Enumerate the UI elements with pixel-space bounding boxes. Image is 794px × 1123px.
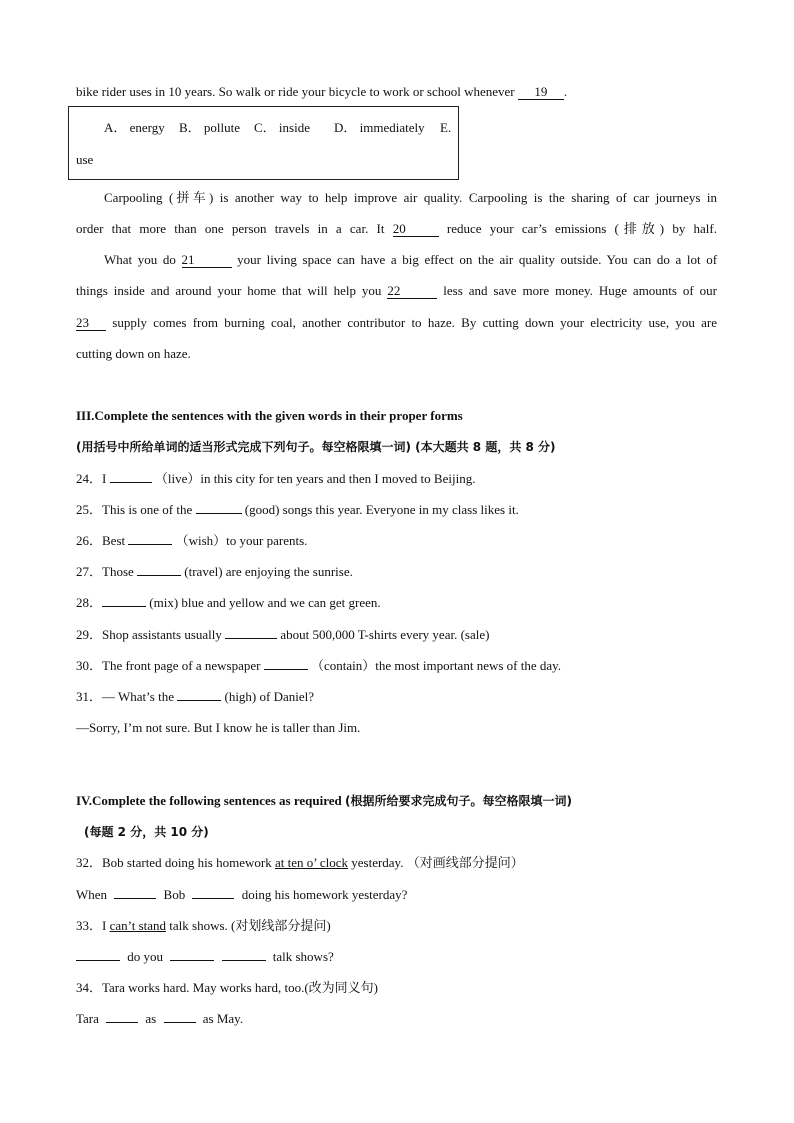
word-options-box bbox=[68, 106, 459, 180]
answer-blank-30[interactable] bbox=[264, 669, 308, 670]
answer-blank-33b[interactable] bbox=[170, 960, 214, 961]
section-4-title-cn: (根据所给要求完成句子。每空格限填一词) bbox=[345, 794, 573, 808]
question-32: 32．Bob started doing his homework at ten o’ clock yesterday. （对画线部分提问） bbox=[76, 855, 524, 870]
question-32-answer: When Bob doing his homework yesterday? bbox=[76, 887, 408, 902]
home-line-3: 23 supply comes from burning coal, another contributor to haze. By cutting down your electricity use, you are bbox=[76, 315, 717, 330]
carpool-line-1: Carpooling (拼车) is another way to help improve air quality. Carpooling is the sharing of car journeys in bbox=[104, 190, 717, 205]
blank-22[interactable]: 22 bbox=[387, 284, 437, 299]
section-3-subtitle: (用括号中所给单词的适当形式完成下列句子。每空格限填一词) (本大题共 8 题，共 8 分) bbox=[76, 440, 556, 454]
answer-blank-26[interactable] bbox=[128, 544, 172, 545]
question-27: 27．Those (travel) are enjoying the sunrise. bbox=[76, 564, 353, 579]
answer-blank-27[interactable] bbox=[137, 575, 181, 576]
question-33: 33．I can’t stand talk shows. (对划线部分提问) bbox=[76, 918, 331, 933]
home-line-4: cutting down on haze. bbox=[76, 346, 191, 361]
answer-blank-25[interactable] bbox=[196, 513, 242, 514]
option-a: A． energy bbox=[104, 120, 165, 135]
question-24: 24．I （live）in this city for ten years and then I moved to Beijing. bbox=[76, 471, 476, 486]
question-30: 30．The front page of a newspaper （contain）the most important news of the day. bbox=[76, 658, 562, 673]
question-31: 31．— What’s the (high) of Daniel? bbox=[76, 689, 315, 704]
option-e-word: use bbox=[76, 152, 94, 167]
carpool-line-2: order that more than one person travels in a car. It 20 reduce your car’s emissions (排放) by half. bbox=[76, 221, 717, 236]
section-4-points: (每题 2 分，共 10 分) bbox=[84, 825, 209, 839]
answer-blank-32a[interactable] bbox=[114, 898, 156, 899]
underlined-phrase-33: can’t stand bbox=[109, 918, 167, 933]
answer-blank-34a[interactable] bbox=[106, 1022, 138, 1023]
underlined-phrase-32: at ten o’ clock bbox=[274, 855, 348, 870]
blank-20[interactable]: 20 bbox=[393, 222, 439, 237]
home-line-2: things inside and around your home that will help you 22 less and save more money. Huge amounts of our bbox=[76, 283, 718, 298]
answer-blank-33c[interactable] bbox=[222, 960, 266, 961]
blank-23[interactable]: 23 bbox=[76, 316, 106, 331]
question-34: 34．Tara works hard. May works hard, too.(改为同义句) bbox=[76, 980, 379, 995]
question-34-answer: Tara as as May. bbox=[76, 1011, 244, 1026]
question-26: 26．Best （wish）to your parents. bbox=[76, 533, 308, 548]
answer-blank-28[interactable] bbox=[102, 606, 146, 607]
answer-blank-24[interactable] bbox=[110, 482, 152, 483]
question-31-reply: —Sorry, I’m not sure. But I know he is taller than Jim. bbox=[76, 720, 361, 735]
blank-21[interactable]: 21 bbox=[182, 253, 232, 268]
answer-blank-32b[interactable] bbox=[192, 898, 234, 899]
answer-blank-31[interactable] bbox=[177, 700, 221, 701]
section-4-title: IV.Complete the following sentences as required bbox=[76, 793, 342, 808]
option-b: B． pollute bbox=[179, 120, 241, 135]
answer-blank-29[interactable] bbox=[225, 638, 277, 639]
blank-19[interactable]: 19 bbox=[518, 85, 564, 100]
question-33-answer: do you talk shows? bbox=[76, 949, 334, 965]
question-29: 29．Shop assistants usually about 500,000 T-shirts every year. (sale) bbox=[76, 627, 490, 642]
option-c: C． inside bbox=[254, 120, 310, 135]
question-28: 28． (mix) blue and yellow and we can get green. bbox=[76, 595, 381, 610]
question-25: 25．This is one of the (good) songs this year. Everyone in my class likes it. bbox=[76, 502, 519, 517]
section-4-title-line bbox=[76, 793, 572, 809]
home-line-1: What you do 21 your living space can have a big effect on the air quality outside. You can do a lot of bbox=[104, 252, 718, 267]
answer-blank-34b[interactable] bbox=[164, 1022, 196, 1023]
section-3-title: III.Complete the sentences with the given words in their proper forms bbox=[76, 408, 463, 423]
option-d: D． immediately bbox=[334, 120, 425, 135]
option-e: E. bbox=[440, 120, 452, 135]
answer-blank-33a[interactable] bbox=[76, 960, 120, 961]
passage-line-0: bike rider uses in 10 years. So walk or ride your bicycle to work or school whenever 19 . bbox=[76, 84, 568, 99]
